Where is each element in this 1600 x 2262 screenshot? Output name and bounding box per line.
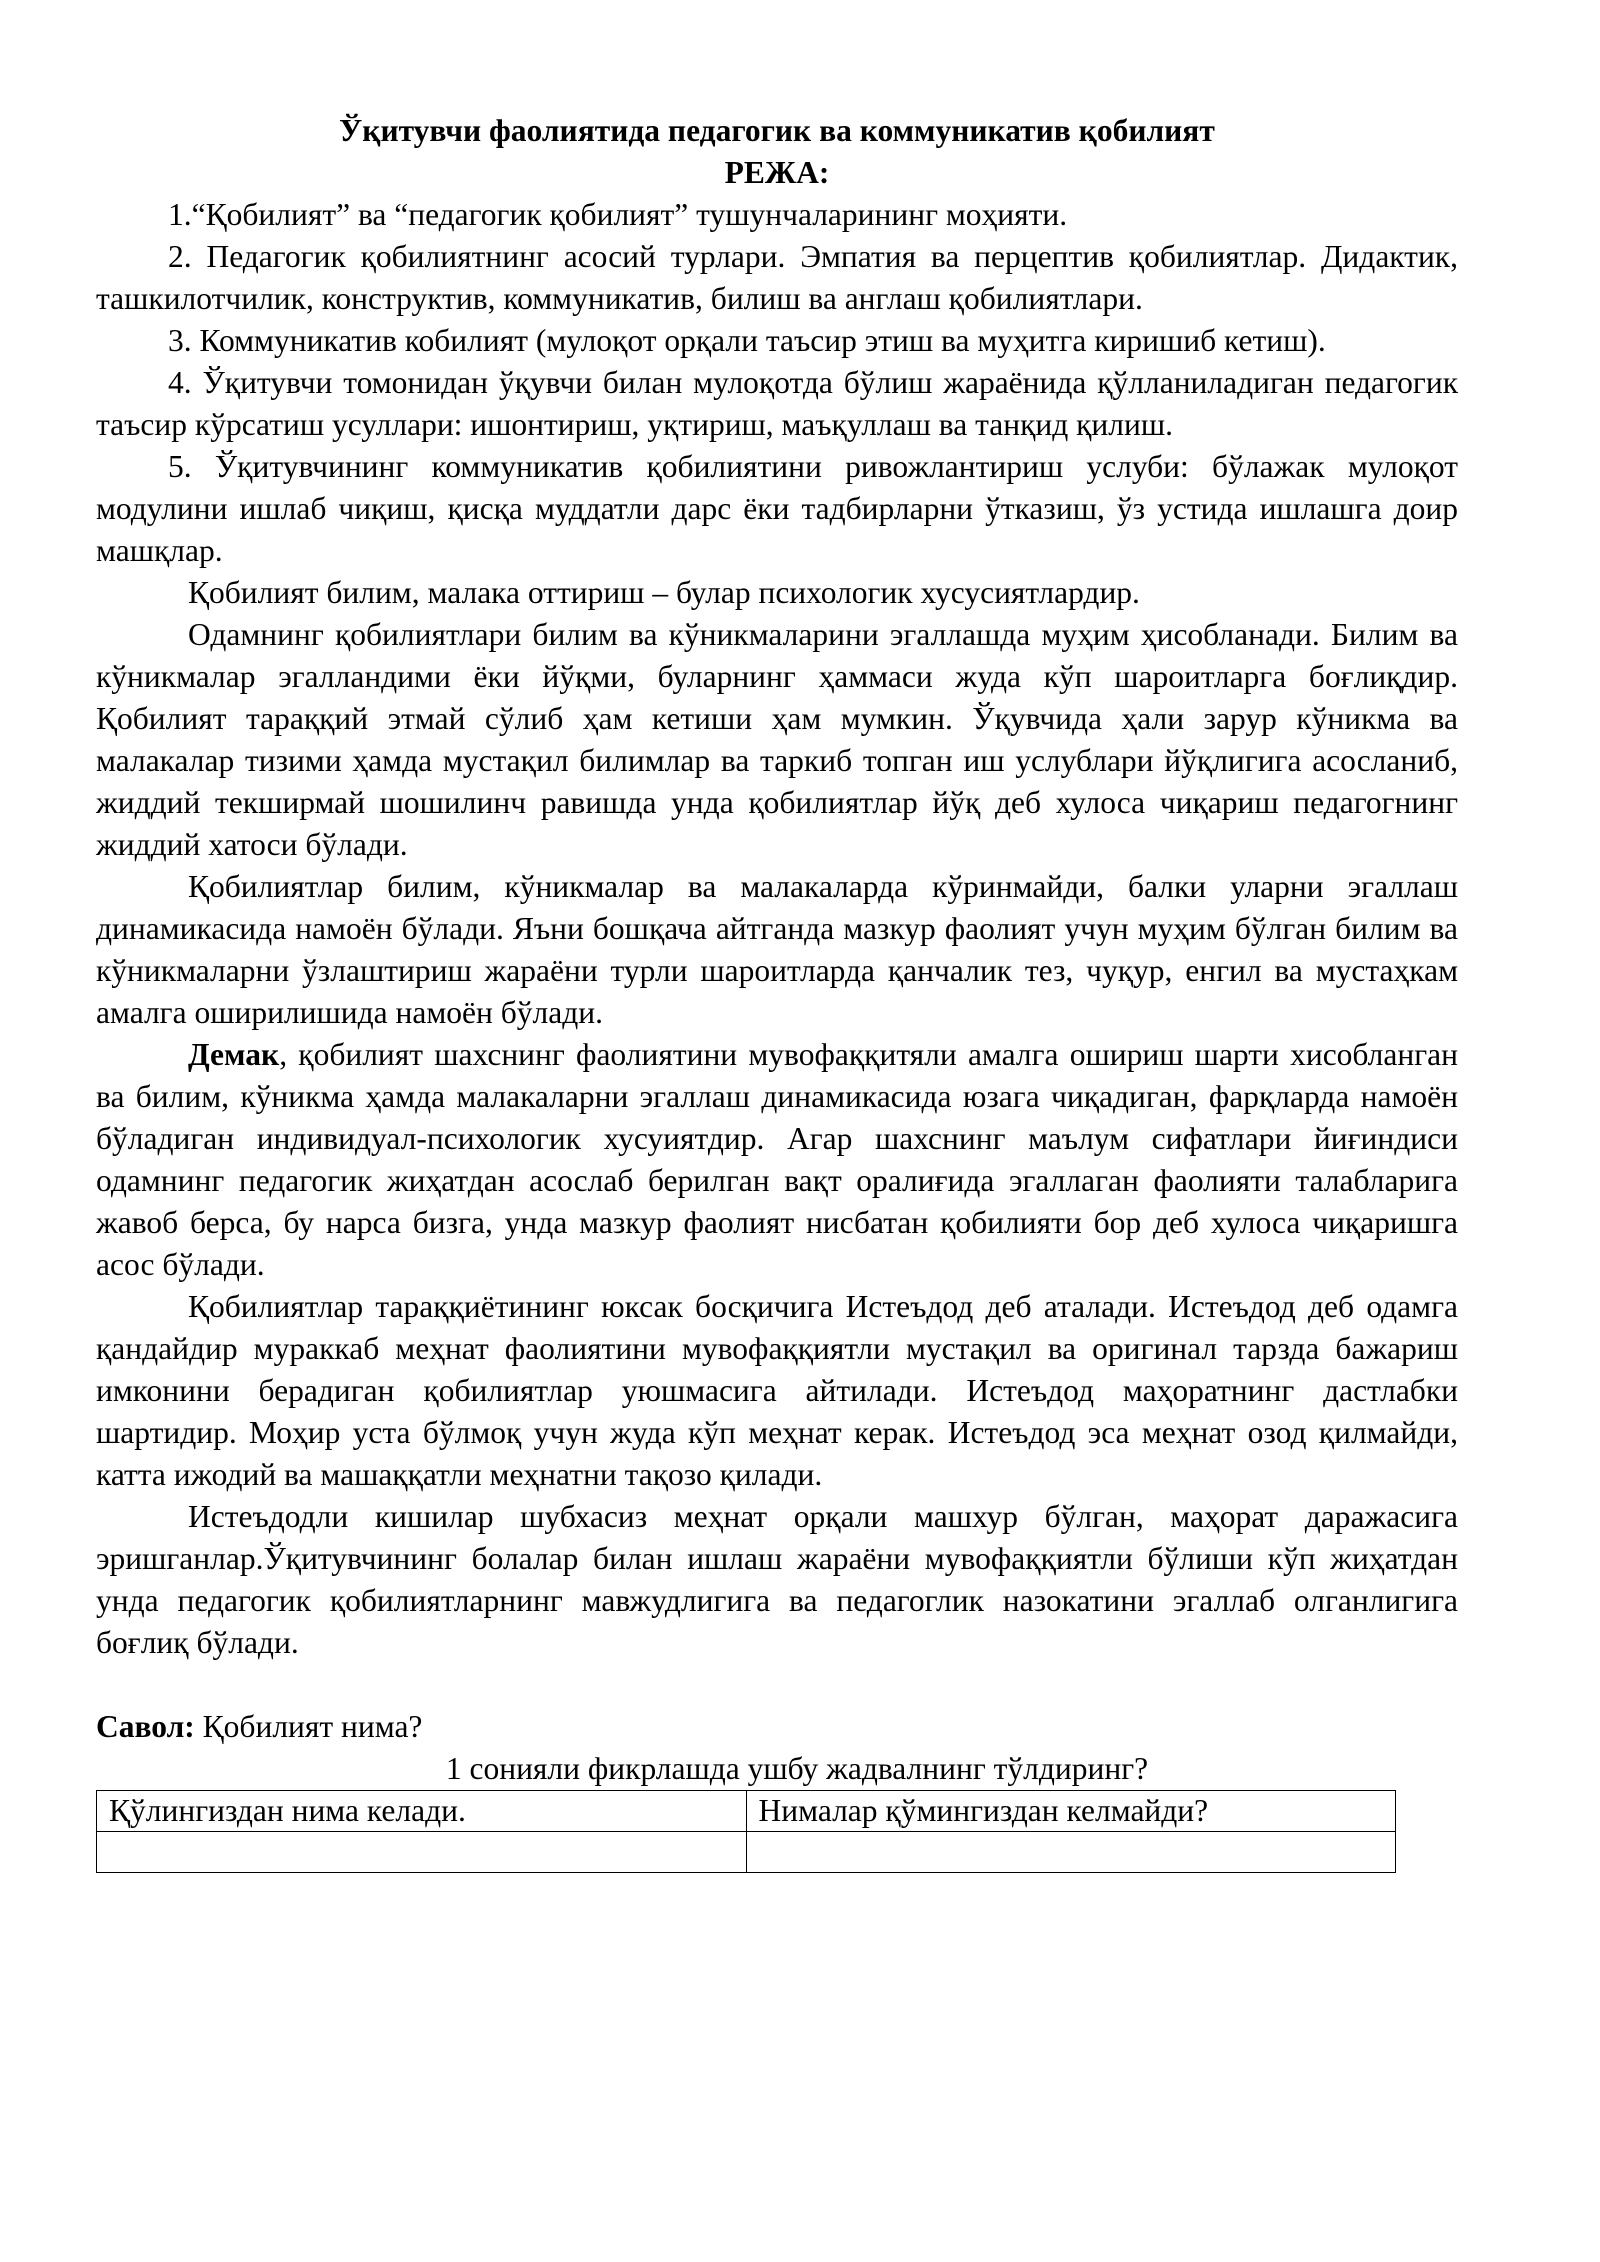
plan-item: 5. Ўқитувчининг коммуникатив қобилиятини ривожлантириш услуби: бўлажак мулоқот модулини ишлаб чиқиш, қисқа муддатли дарс ёки тадбирларни ўтказиш, ўз устида ишлашга доир машқлар. (96, 449, 1458, 568)
body-paragraph: Қобилиятлар билим, кўникмалар ва малакаларда кўринмайди, балки уларни эгаллаш динамикасида намоён бўлади. Яъни бошқача айтганда мазкур фаолият учун муҳим бўлган билим ва кўникмаларни ўзлаштириш жараёни турли шароитларда қанчалик тез, чуқур, енгил ва мустаҳкам амалга оширилишида намоён бўлади. (96, 869, 1458, 1030)
plan-item: 2. Педагогик қобилиятнинг асосий турлари. Эмпатия ва перцептив қобилиятлар. Дидактик, ташкилотчилик, конструктив, коммуникатив, билиш ва англаш қобилиятлари. (96, 239, 1458, 316)
blank-line (96, 1664, 1458, 1706)
document-title: Ўқитувчи фаолиятида педагогик ва коммуникатив қобилият (339, 113, 1215, 148)
table-answer-cell[interactable] (746, 1832, 1396, 1873)
table-header-cell: Нималар қўмингиздан келмайди? (746, 1791, 1396, 1832)
table-header-row (97, 1791, 1396, 1832)
conclusion-paragraph (96, 1034, 1458, 1286)
question-line (96, 1706, 1458, 1748)
body-paragraph: Одамнинг қобилиятлари билим ва кўникмаларини эгаллашда муҳим ҳисобланади. Билим ва кўникмалар эгалландими ёки йўқми, буларнинг ҳаммаси жуда кўп шароитларга боғлиқдир. Қобилият тараққий этмай сўлиб ҳам кетиши ҳам мумкин. Ўқувчида ҳали зарур кўникма ва малакалар тизими ҳамда мустақил билимлар ва таркиб топган иш услублари йўқлигига асосланиб, жиддий текширмай шошилинч равишда унда қобилиятлар йўқ деб хулоса чиқариш педагогнинг жиддий хатоси бўлади. (96, 617, 1458, 862)
answer-table (96, 1790, 1396, 1873)
question-label: Савол: (96, 1709, 195, 1744)
body-paragraph: Қобилиятлар тараққиётининг юксак босқичига Истеъдод деб аталади. Истеъдод деб одамга қандайдир мураккаб меҳнат фаолиятини мувофаққиятли мустақил ва оригинал тарзда бажариш имконини берадиган қобилиятлар уюшмасига айтилади. Истеъдод маҳоратнинг дастлабки шартидир. Моҳир уста бўлмоқ учун жуда кўп меҳнат керак. Истеъдод эса меҳнат озод қилмайди, катта ижодий ва машаққатли меҳнатни тақозо қилади. (96, 1289, 1458, 1492)
body-paragraph: Қобилият билим, малака оттириш – булар психологик хусусиятлардир. (188, 575, 1140, 610)
plan-heading: РЕЖА: (724, 155, 830, 190)
question-text: Қобилият нима? (194, 1709, 423, 1744)
table-empty-row (97, 1832, 1396, 1873)
table-caption: 1 сонияли фикрлашда ушбу жадвалнинг тўлдиринг? (445, 1751, 1149, 1786)
document-page (96, 110, 1458, 1873)
table-header-cell: Қўлингиздан нима келади. (97, 1791, 747, 1832)
conclusion-lead: Демак (188, 1037, 280, 1072)
table-answer-cell[interactable] (97, 1832, 747, 1873)
conclusion-text: , қобилият шахснинг фаолиятини мувофаққитяли амалга ошириш шарти хисобланган ва билим, кўникма ҳамда малакаларни эгаллаш динамикасида юзага чиқадиган, фарқларда намоён бўладиган индивидуал-психологик хусуиятдир. Агар шахснинг маълум сифатлари йиғиндиси одамнинг педагогик жиҳатдан асослаб берилган вақт оралиғида эгаллаган фаолияти талабларига жавоб берса, бу нарса бизга, унда мазкур фаолият нисбатан қобилияти бор деб хулоса чиқаришга асос бўлади. (96, 1037, 1458, 1282)
body-paragraph: Истеъдодли кишилар шубхасиз меҳнат орқали машхур бўлган, маҳорат даражасига эришганлар.Ўқитувчининг болалар билан ишлаш жараёни мувофаққиятли бўлиши кўп жиҳатдан унда педагогик қобилиятларнинг мавжудлигига ва педагоглик назокатини эгаллаб олганлигига боғлиқ бўлади. (96, 1499, 1458, 1660)
plan-item: 4. Ўқитувчи томонидан ўқувчи билан мулоқотда бўлиш жараёнида қўлланиладиган педагогик таъсир кўрсатиш усуллари: ишонтириш, уқтириш, маъқуллаш ва танқид қилиш. (96, 365, 1458, 442)
plan-item: 1.“Қобилият” ва “педагогик қобилият” тушунчаларининг моҳияти. (168, 197, 1068, 232)
plan-item: 3. Коммуникатив кобилият (мулоқот орқали таъсир этиш ва муҳитга киришиб кетиш). (168, 323, 1326, 358)
